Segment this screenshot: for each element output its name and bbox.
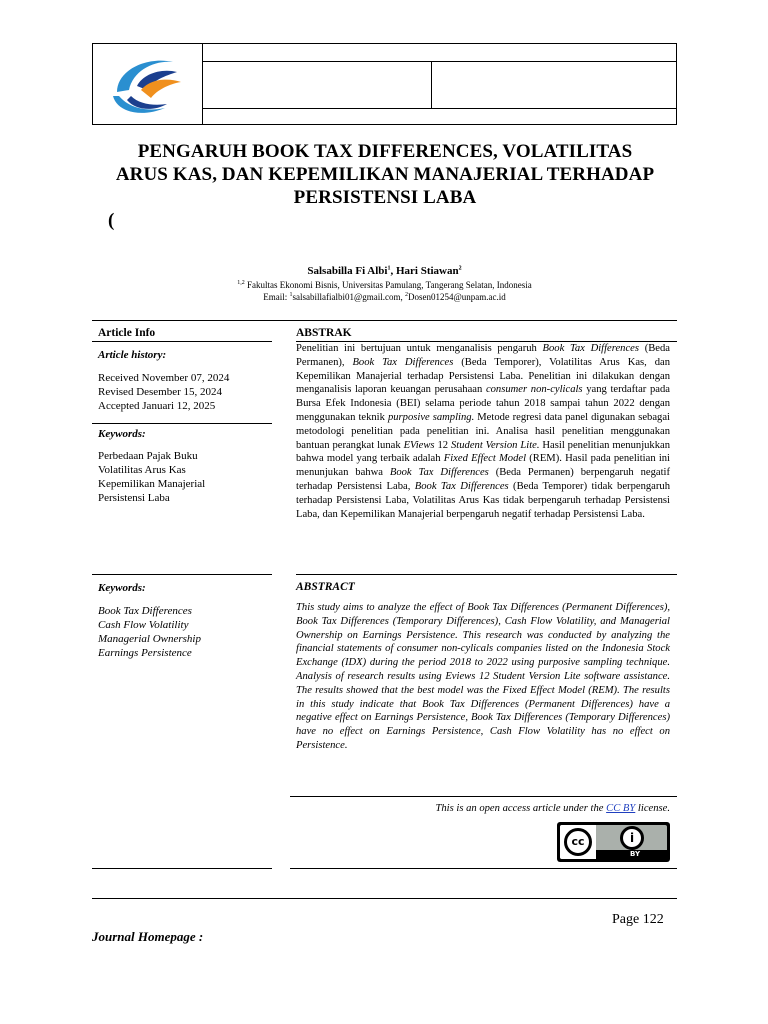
keyword: Persistensi Laba (98, 492, 170, 504)
received-date: Received November 07, 2024 (98, 372, 230, 384)
abstrak-body (296, 342, 670, 521)
keywords-list-en (98, 604, 201, 660)
author-name: Salsabilla Fi Albi (307, 265, 388, 277)
abstrak-italic: Book Tax Differences (414, 480, 509, 492)
affil-text: Fakultas Ekonomi Bisnis, Universitas Pamulang, Tangerang Selatan, Indonesia (244, 280, 532, 290)
keyword: Cash Flow Volatility (98, 619, 189, 631)
abstrak-text: (Beda Permanen), (296, 343, 670, 368)
email-link[interactable]: Dosen01254@unpam.ac.id (407, 292, 506, 302)
by-label: BY (630, 850, 641, 858)
email-link[interactable]: salsabillafialbi01@gmail.com, (292, 292, 405, 302)
abstrak-heading: ABSTRAK (296, 327, 352, 339)
abstrak-italic: Student Version Lite. (450, 439, 540, 451)
cc-by-badge[interactable] (557, 822, 670, 862)
keyword: Perbedaan Pajak Buku (98, 450, 198, 462)
abstrak-rule (296, 574, 677, 575)
author-sup: 2 (458, 265, 462, 272)
creative-commons-icon: cc (564, 828, 592, 856)
abstrak-text: (REM). Hasil pada penelitian ini menunjukan bahwa (296, 453, 670, 479)
footer-rule (92, 898, 677, 899)
title-paren: ( (108, 210, 115, 231)
abstrak-italic: Book Tax Differences (389, 467, 489, 479)
abstrak-text: (Beda Permanen) berpengaruh negatif terhadap Persistensi Laba, (296, 467, 670, 492)
abstrak-text: 12 (434, 439, 451, 451)
email-label: Email: (263, 292, 290, 302)
abstrak-italic: consumer non-cylicals (485, 384, 583, 396)
page-number: Page 122 (612, 912, 664, 927)
abstrak-text: Hasil penelitian menunjukkan bahwa model yang terbaik adalah (296, 439, 671, 465)
abstrak-text: yang terdaftar pada Bursa Efek Indonesia (BEI) selama periode tahun 2018 sampai tahun 2022 dengan menggunakan teknik (296, 384, 670, 423)
title-line: PERSISTENSI LABA (293, 187, 477, 208)
abstract-heading: ABSTRACT (296, 581, 355, 593)
keywords-heading-id: Keywords: (98, 428, 146, 440)
article-info-heading: Article Info (98, 327, 156, 339)
abstrak-italic: Fixed Effect Model (443, 453, 527, 465)
revised-date: Revised Desember 15, 2024 (98, 386, 223, 398)
keywords-list-id (98, 449, 205, 505)
accepted-date: Accepted Januari 12, 2025 (98, 400, 216, 412)
header-divider (202, 108, 676, 109)
paper-title (100, 140, 670, 209)
abstrak-text: Penelitian ini bertujuan untuk menganalisis pengaruh (296, 343, 543, 354)
author-name: Hari Stiawan (395, 265, 459, 277)
abstract-body: This study aims to analyze the effect of Book Tax Differences (Permanent Differences), Book Tax Differences (Temporary Differences), Cash Flow Volatility, and Managerial Ownership on Earnings Persistence. This research was conducted by analyzing the financial statements of consumer non-cylicals companies listed on the Indonesia Stock Exchange (IDX) during the period 2018 to 2022 using purposive sampling technique. Analysis of research results using Eviews 12 Student Version Lite software assistance. The results showed that the best model was the Fixed Effect Model (REM). The results in this study indicate that Book Tax Differences (Permanent Differences) have a negative effect on Earnings Persistence, Book Tax Differences (Temporary Differences) have no effect on Earnings Persistence, Cash Flow Volatility has no effect on Persistence. (296, 602, 670, 751)
license-line (296, 803, 670, 814)
license-rule (290, 868, 677, 869)
affiliation (92, 280, 677, 290)
header-divider (202, 44, 203, 124)
abstrak-italic: Book Tax Differences (542, 343, 640, 354)
header-divider (431, 61, 432, 108)
cc-by-link[interactable]: CC BY (606, 803, 636, 814)
abstrak-italic: Book Tax Differences (352, 356, 454, 368)
abstrak-text: (Beda Temporer), Volatilitas Arus Kas, dan Kepemilikan Manajerial terhadap Persistensi Laba. Penelitian ini dilakukan dengan menganalisis laporan keuangan perusahaan (296, 356, 671, 396)
header-divider (202, 61, 676, 62)
title-line: ARUS KAS, DAN KEPEMILIKAN MANAJERIAL TERHADAP (115, 164, 655, 185)
article-dates (98, 371, 229, 413)
info-rule (92, 341, 272, 342)
abstrak-italic: EViews (403, 439, 435, 451)
article-history-heading: Article history: (98, 349, 167, 361)
info-rule (92, 574, 272, 575)
abstrak-text: (Beda Temporer) tidak berpengaruh terhadap Persistensi Laba, Volatilitas Arus Kas tidak berpengaruh terhadap Persistensi Laba, dan Kepemilikan Manajerial berpengaruh negatif terhadap Persistensi Laba. (296, 480, 670, 520)
keyword: Managerial Ownership (98, 633, 201, 645)
info-rule (92, 868, 272, 869)
email-sup: 2 (404, 292, 408, 298)
abstract-rule (290, 796, 677, 797)
email-sup: 1 (289, 292, 293, 298)
license-suffix: license. (635, 803, 670, 814)
author-separator: , (390, 265, 396, 277)
abstrak-text: Metode regresi data panel digunakan sebagai metodologi penelitian pada penelitian ini. Analisa hasil penelitian menggunakan bantuan perangkat lunak (296, 411, 670, 451)
abstrak-italic: purposive sampling. (387, 411, 475, 423)
section-rule (92, 320, 677, 321)
by-person-icon: i (620, 826, 644, 850)
keyword: Volatilitas Arus Kas (98, 464, 186, 476)
title-line: PENGARUH BOOK TAX DIFFERENCES, VOLATILITAS (137, 141, 633, 162)
author-line (92, 265, 677, 277)
license-prefix: This is an open access article under the (435, 803, 607, 814)
author-emails (92, 292, 677, 302)
journal-header-box (92, 43, 677, 125)
author-sup: 1 (387, 265, 391, 272)
keywords-heading-en: Keywords: (98, 582, 146, 594)
keyword: Earnings Persistence (98, 647, 192, 659)
info-rule (92, 423, 272, 424)
journal-homepage: Journal Homepage : (92, 929, 204, 944)
journal-logo-icon (107, 50, 187, 120)
keyword: Book Tax Differences (98, 605, 192, 617)
affil-sup: 1,2 (237, 280, 245, 286)
keyword: Kepemilikan Manajerial (98, 478, 206, 490)
cc-badge-inner (560, 825, 667, 859)
